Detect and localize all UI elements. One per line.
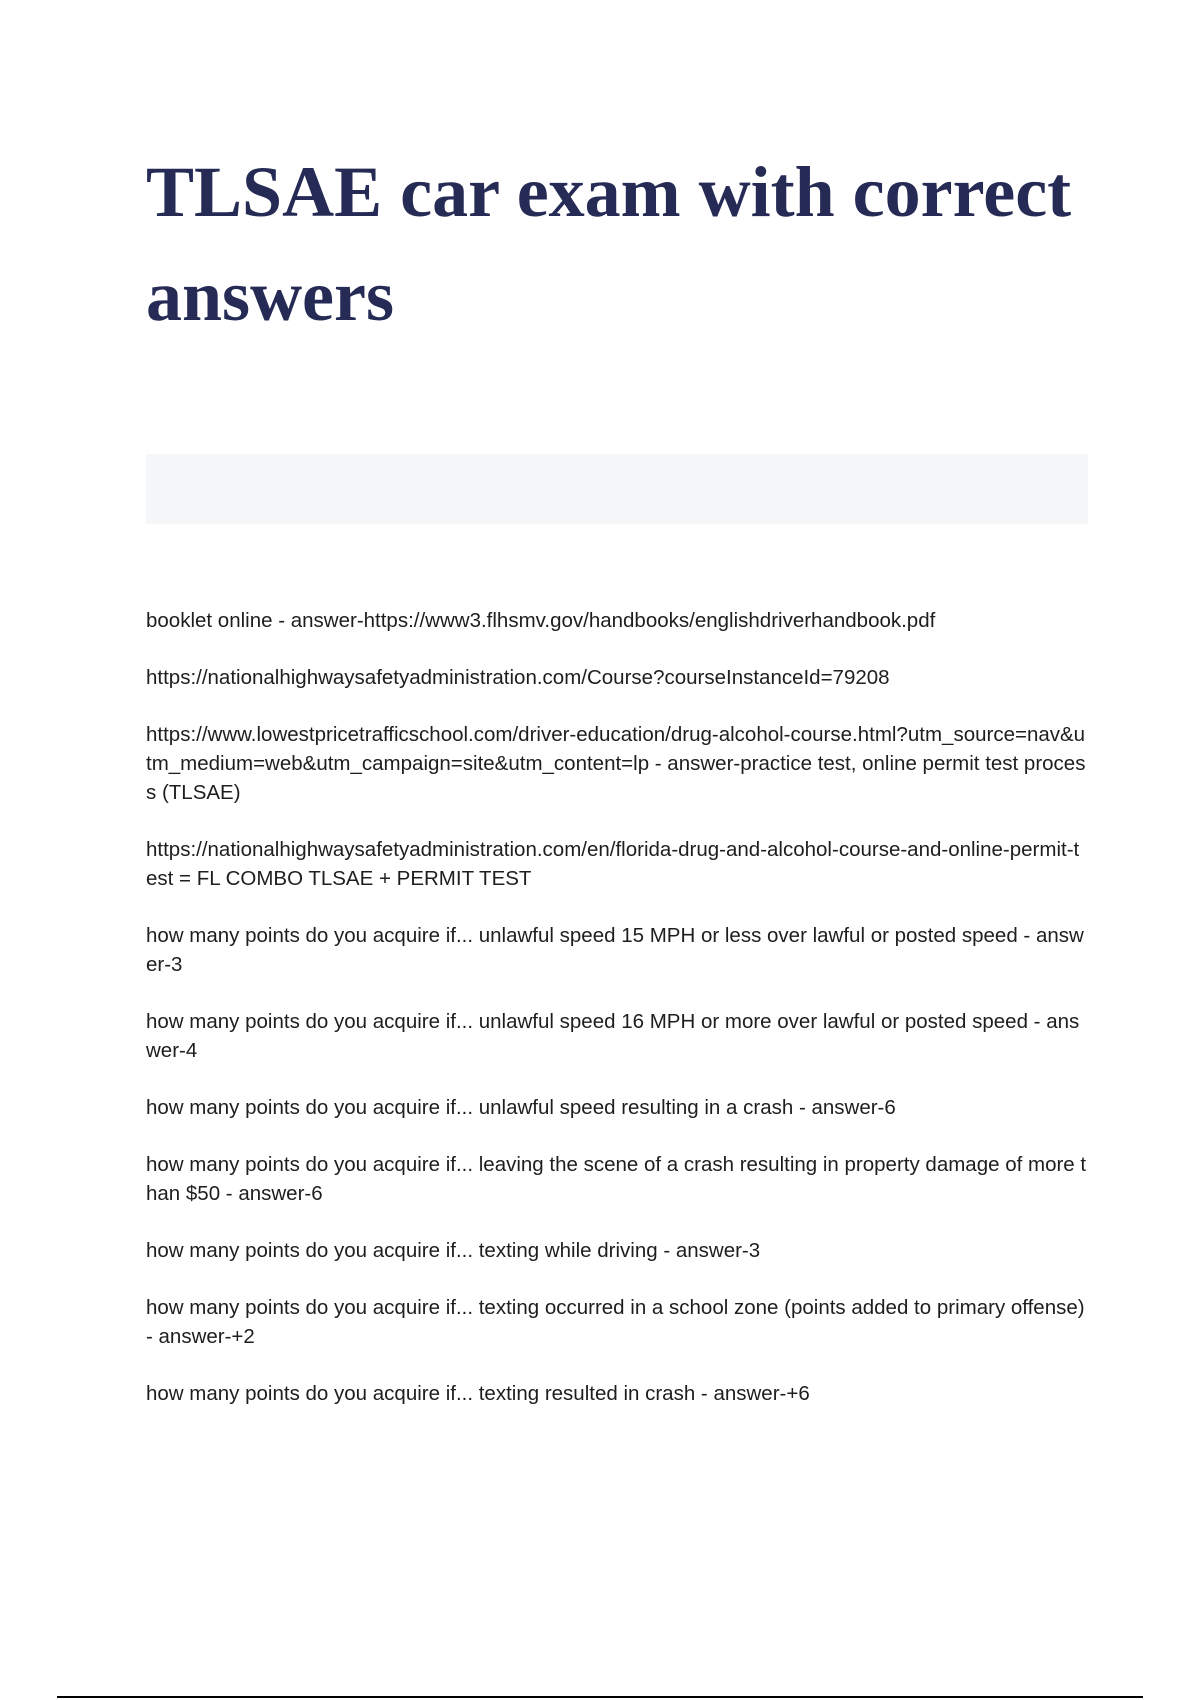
qa-item-8: how many points do you acquire if... leaving the scene of a crash resulting in property damage of more than $50 - answer-6	[146, 1153, 1087, 1205]
qa-item-3: https://www.lowestpricetrafficschool.com/driver-education/drug-alcohol-course.html?utm_source=nav&utm_medium=web&utm_campaign=site&utm_content=lp - answer-practice test, online permit test process (TLSAE)	[146, 723, 1086, 804]
blank-banner	[146, 454, 1088, 524]
qa-list	[146, 606, 1090, 1436]
qa-item-5: how many points do you acquire if... unlawful speed 15 MPH or less over lawful or posted speed - answer-3	[146, 924, 1084, 976]
qa-item-9: how many points do you acquire if... texting while driving - answer-3	[146, 1239, 761, 1262]
qa-item-4: https://nationalhighwaysafetyadministration.com/en/florida-drug-and-alcohol-course-and-online-permit-test = FL COMBO TLSAE + PERMIT TEST	[146, 838, 1080, 890]
qa-item-7: how many points do you acquire if... unlawful speed resulting in a crash - answer-6	[146, 1096, 896, 1119]
qa-item-6: how many points do you acquire if... unlawful speed 16 MPH or more over lawful or posted speed - answer-4	[146, 1010, 1080, 1062]
footer-rule	[57, 1696, 1143, 1698]
qa-item-1: booklet online - answer-https://www3.flhsmv.gov/handbooks/englishdriverhandbook.pdf	[146, 609, 936, 632]
document-title: TLSAE car exam with correct answers	[146, 152, 1072, 336]
qa-item-10: how many points do you acquire if... texting occurred in a school zone (points added to primary offense) - answer-+2	[146, 1296, 1085, 1348]
qa-item-11: how many points do you acquire if... texting resulted in crash - answer-+6	[146, 1382, 810, 1405]
qa-item-2: https://nationalhighwaysafetyadministration.com/Course?courseInstanceId=79208	[146, 666, 890, 689]
